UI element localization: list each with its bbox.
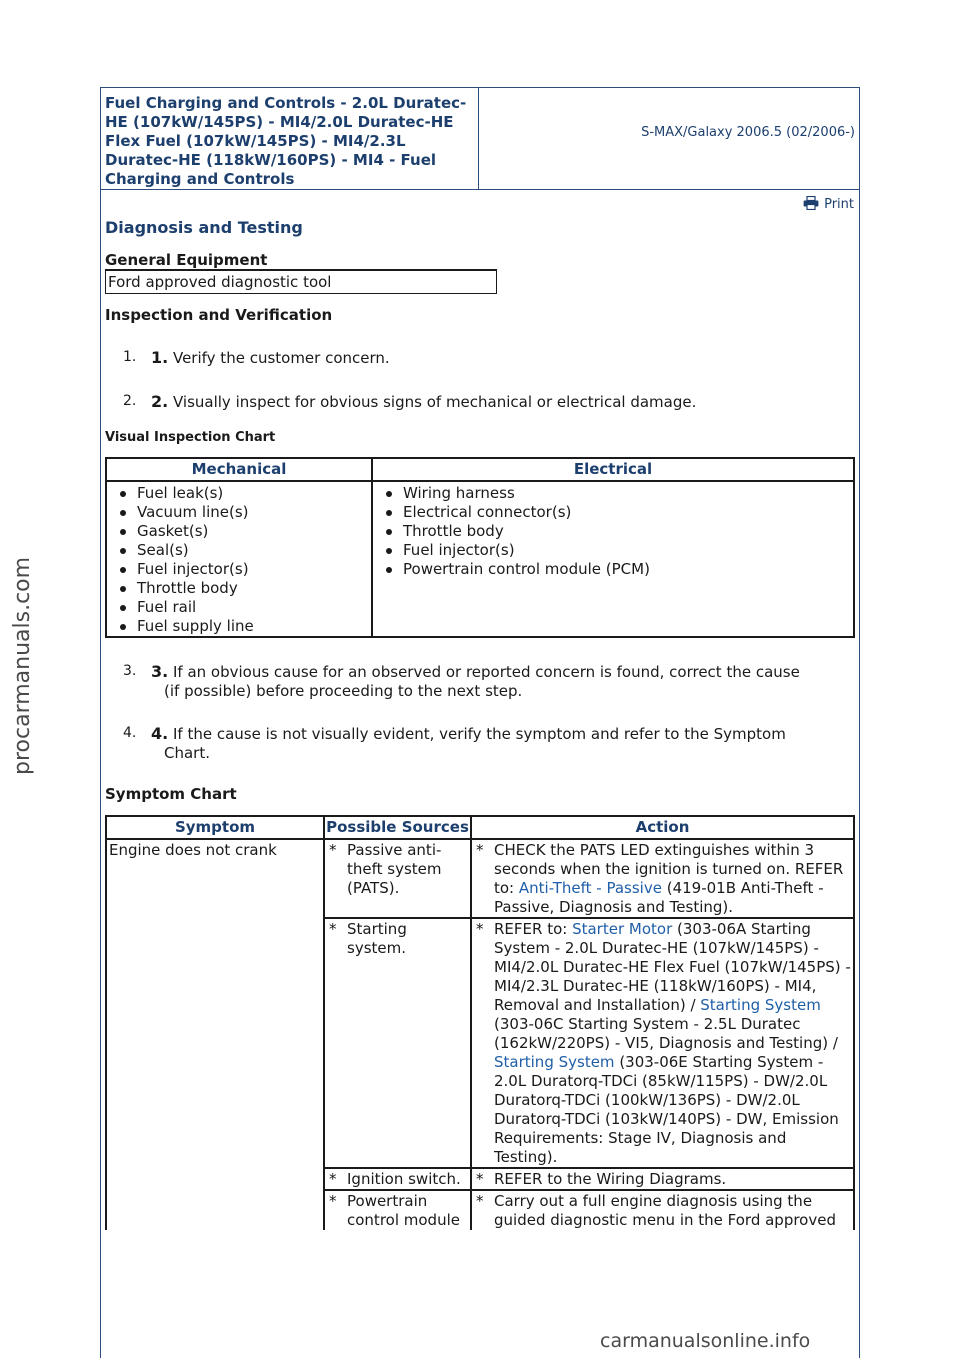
list-item: Seal(s) xyxy=(137,541,371,560)
step-number: 1. xyxy=(123,349,137,365)
source-text: Powertrain control module xyxy=(347,1192,460,1229)
document-frame xyxy=(100,87,860,1358)
action-text: REFER to the Wiring Diagrams. xyxy=(494,1170,727,1188)
mechanical-cell xyxy=(106,481,372,637)
list-item: Vacuum line(s) xyxy=(137,503,371,522)
step-text-continued: Chart. xyxy=(164,744,210,762)
step-number: 4. xyxy=(123,725,137,741)
source-cell xyxy=(324,1190,471,1230)
step-number: 2. xyxy=(123,393,137,409)
bullet-star: * xyxy=(329,1170,337,1188)
list-item: Wiring harness xyxy=(403,484,853,503)
link-anti-theft-passive[interactable]: Anti-Theft - Passive xyxy=(518,879,662,897)
mechanical-list xyxy=(107,484,371,636)
list-item: Fuel leak(s) xyxy=(137,484,371,503)
source-text: Passive anti-theft system (PATS). xyxy=(347,841,442,897)
source-cell xyxy=(324,1168,471,1190)
link-starting-system-2[interactable]: Starting System xyxy=(494,1053,615,1071)
document-content xyxy=(101,190,859,1230)
action-text: REFER to: xyxy=(494,920,573,938)
source-cell xyxy=(324,839,471,918)
list-item: Throttle body xyxy=(137,579,371,598)
side-watermark: procarmanuals.com xyxy=(10,556,35,775)
list-item: Fuel injector(s) xyxy=(137,560,371,579)
list-item: Fuel injector(s) xyxy=(403,541,853,560)
action-cell xyxy=(471,1168,854,1190)
list-item: Fuel supply line xyxy=(137,617,371,636)
list-item: Powertrain control module (PCM) xyxy=(403,560,853,579)
list-item: Electrical connector(s) xyxy=(403,503,853,522)
column-header-electrical: Electrical xyxy=(372,458,854,481)
source-text: Starting system. xyxy=(347,920,407,957)
electrical-cell xyxy=(372,481,854,637)
step-bold-number: 3. xyxy=(151,662,169,681)
electrical-list xyxy=(373,484,853,579)
action-text: (303-06A Starting System - 2.0L Duratec-HE (107kW/145PS) - MI4/2.0L Duratec-HE Flex Fuel (107kW/145PS) - MI4/2.3L Duratec-HE (118kW/160PS) - MI4, Removal and Installation) / xyxy=(494,920,851,1014)
bullet-star: * xyxy=(476,1192,484,1210)
bullet-star: * xyxy=(329,920,337,938)
bullet-star: * xyxy=(476,920,484,938)
list-item: Gasket(s) xyxy=(137,522,371,541)
bullet-star: * xyxy=(329,1192,337,1210)
footer-watermark: carmanualsonline.info xyxy=(600,1330,811,1352)
printer-icon[interactable] xyxy=(803,196,819,214)
document-header xyxy=(101,88,859,190)
column-header-possible-sources: Possible Sources xyxy=(324,816,471,839)
symptom-chart-title: Symptom Chart xyxy=(105,785,237,803)
step-text: Verify the customer concern. xyxy=(168,349,390,367)
link-starter-motor[interactable]: Starter Motor xyxy=(572,920,673,938)
column-header-action: Action xyxy=(471,816,854,839)
section-title: Diagnosis and Testing xyxy=(105,218,303,237)
action-text: (303-06C Starting System - 2.5L Duratec (162kW/220PS) - VI5, Diagnosis and Testing) / xyxy=(494,1015,838,1052)
step-bold-number: 1. xyxy=(151,348,169,367)
step-text: If an obvious cause for an observed or reported concern is found, correct the cause xyxy=(168,663,800,681)
print-link[interactable] xyxy=(105,190,854,214)
bullet-star: * xyxy=(476,1170,484,1188)
action-cell xyxy=(471,839,854,918)
list-item: Fuel rail xyxy=(137,598,371,617)
step-2 xyxy=(105,392,854,412)
column-header-symptom: Symptom xyxy=(106,816,324,839)
action-cell xyxy=(471,918,854,1168)
visual-inspection-table xyxy=(105,457,855,638)
step-text: If the cause is not visually evident, verify the symptom and refer to the Symptom xyxy=(168,725,786,743)
action-text: Carry out a full engine diagnosis using the guided diagnostic menu in the Ford approved xyxy=(494,1192,836,1229)
step-3 xyxy=(105,662,854,701)
step-number: 3. xyxy=(123,663,137,679)
action-cell xyxy=(471,1190,854,1230)
document-title: Fuel Charging and Controls - 2.0L Duratec-HE (107kW/145PS) - MI4/2.0L Duratec-HE Flex Fuel (107kW/145PS) - MI4/2.3L Duratec-HE (118kW/160PS) - MI4 - Fuel Charging and Controls xyxy=(101,88,479,189)
action-text: (419-01B Anti-Theft - Passive, Diagnosis and Testing). xyxy=(494,879,824,916)
source-cell xyxy=(324,918,471,1168)
source-text: Ignition switch. xyxy=(347,1170,461,1188)
vehicle-model: S-MAX/Galaxy 2006.5 (02/2006-) xyxy=(641,125,855,140)
symptom-cell: Engine does not crank xyxy=(106,839,324,1230)
step-text: Visually inspect for obvious signs of mechanical or electrical damage. xyxy=(168,393,697,411)
action-text: (303-06E Starting System - 2.0L Duratorq-TDCi (85kW/115PS) - DW/2.0L Duratorq-TDCi (100kW/136PS) - DW/2.0L Duratorq-TDCi (103kW/140PS) - DW, Emission Requirements: Stage IV, Diagnosis and Testing). xyxy=(494,1053,839,1166)
link-starting-system[interactable]: Starting System xyxy=(700,996,821,1014)
step-1 xyxy=(105,348,854,368)
step-bold-number: 2. xyxy=(151,392,169,411)
print-label[interactable]: Print xyxy=(824,197,854,212)
column-header-mechanical: Mechanical xyxy=(106,458,372,481)
equipment-item: Ford approved diagnostic tool xyxy=(105,269,497,294)
bullet-star: * xyxy=(329,841,337,859)
step-text-continued: (if possible) before proceeding to the next step. xyxy=(164,682,523,700)
inspection-title: Inspection and Verification xyxy=(105,306,333,324)
symptom-table xyxy=(105,815,855,1230)
list-item: Throttle body xyxy=(403,522,853,541)
action-text: CHECK the PATS LED extinguishes within 3 seconds when the ignition is turned on. REFER to: xyxy=(494,841,844,897)
step-4 xyxy=(105,724,854,763)
step-bold-number: 4. xyxy=(151,724,169,743)
general-equipment-title: General Equipment xyxy=(105,251,268,269)
bullet-star: * xyxy=(476,841,484,859)
visual-inspection-chart-title: Visual Inspection Chart xyxy=(105,430,276,445)
